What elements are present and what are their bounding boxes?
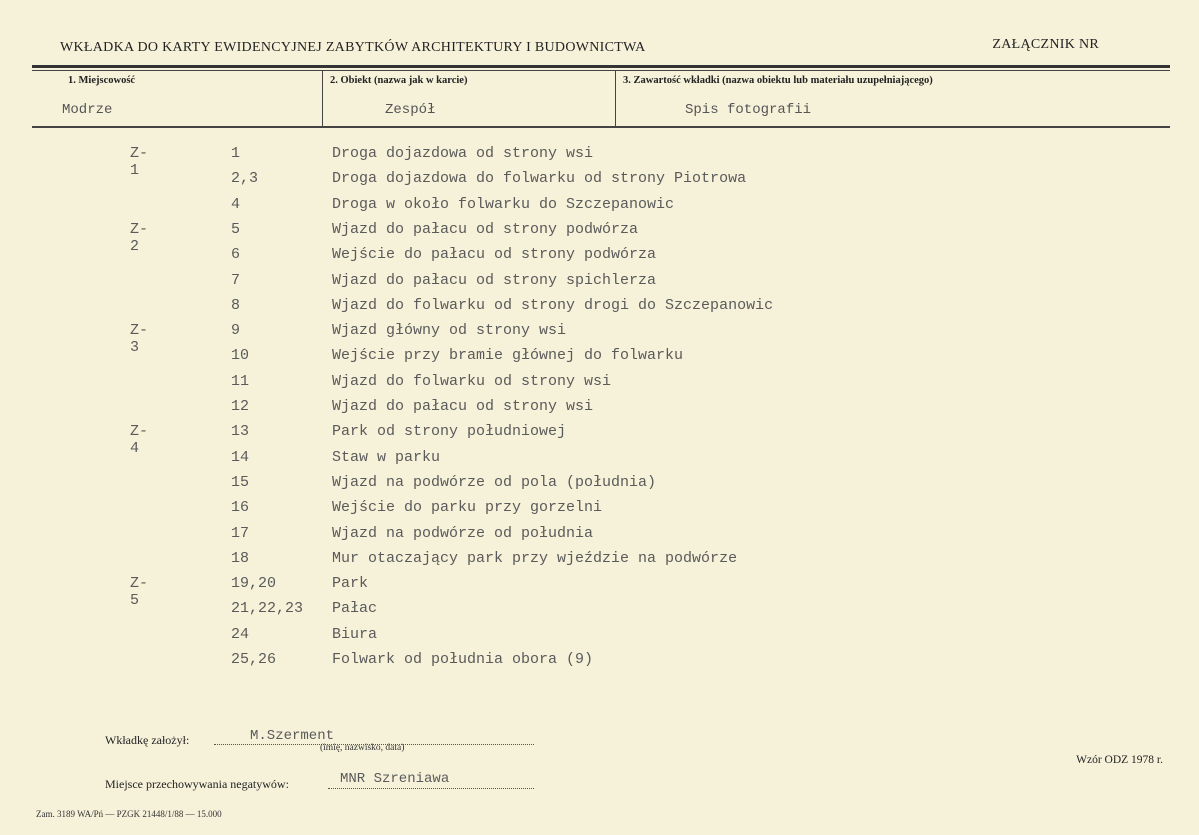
- photo-description: Droga dojazdowa do folwarku od strony Piotrowa: [332, 170, 747, 188]
- form-id: Wzór ODZ 1978 r.: [1076, 754, 1163, 766]
- photo-numbers: 21,22,23: [231, 600, 304, 618]
- annex-label: ZAŁĄCZNIK NR: [992, 37, 1099, 52]
- photo-description: Pałac: [332, 600, 378, 618]
- photo-description: Staw w parku: [332, 448, 441, 466]
- photo-description: Biura: [332, 625, 378, 643]
- header-divider-1: [322, 71, 323, 127]
- photo-description: Wjazd do pałacu od strony wsi: [332, 398, 594, 415]
- photo-numbers: 25,26: [231, 651, 277, 668]
- photo-numbers: 2,3: [231, 170, 259, 188]
- photo-numbers: 9: [231, 322, 241, 340]
- photo-description: Mur otaczający park przy wjeździe na podwórze: [332, 549, 738, 567]
- photo-description: Wejście przy bramie głównej do folwarku: [332, 347, 684, 365]
- photo-numbers: 13: [231, 423, 250, 441]
- photo-description: Wjazd do pałacu od strony podwórza: [332, 220, 639, 238]
- group-code: Z-4: [130, 423, 149, 458]
- photo-description: Droga dojazdowa od strony wsi: [332, 145, 594, 162]
- group-code: Z-3: [130, 322, 149, 357]
- photo-numbers: 12: [231, 398, 250, 415]
- photo-numbers: 17: [231, 524, 250, 542]
- photo-description: Folwark od południa obora (9): [332, 651, 594, 668]
- photo-numbers: 14: [231, 448, 250, 466]
- photo-description: Park od strony południowej: [332, 423, 567, 441]
- photo-numbers: 11: [231, 372, 250, 390]
- photo-numbers: 15: [231, 473, 250, 491]
- author-hint: (imię, nazwisko, data): [320, 743, 405, 753]
- photo-numbers: 10: [231, 347, 250, 365]
- photo-numbers: 16: [231, 499, 250, 517]
- header-rule-bottom: [32, 126, 1170, 128]
- photo-description: Park: [332, 575, 369, 593]
- negatives-value: MNR Szreniawa: [340, 771, 450, 787]
- photo-description: Wjazd na podwórze od południa: [332, 524, 594, 542]
- photo-description: Wjazd na podwórze od pola (południa): [332, 473, 657, 491]
- header-divider-2: [615, 71, 616, 127]
- photo-numbers: 18: [231, 549, 250, 567]
- photo-numbers: 1: [231, 145, 241, 162]
- photo-numbers: 5: [231, 220, 241, 238]
- header-rule-thick: [32, 65, 1170, 68]
- photo-description: Droga w około folwarku do Szczepanowic: [332, 195, 675, 213]
- photo-description: Wejście do pałacu od strony podwórza: [332, 246, 657, 264]
- photo-description: Wjazd do folwarku od strony drogi do Szczepanowic: [332, 296, 774, 314]
- photo-description: Wjazd główny od strony wsi: [332, 322, 567, 340]
- author-label: Wkładkę założył:: [105, 733, 190, 747]
- negatives-label: Miejsce przechowywania negatywów:: [105, 777, 289, 791]
- field-value-content: Spis fotografii: [685, 102, 812, 118]
- photo-description: Wjazd do pałacu od strony spichlerza: [332, 271, 657, 289]
- group-code: Z-5: [130, 575, 149, 610]
- photo-numbers: 6: [231, 246, 241, 264]
- group-code: Z-1: [130, 145, 149, 179]
- photo-numbers: 4: [231, 195, 241, 213]
- print-info: Zam. 3189 WA/Pń — PZGK 21448/1/88 — 15.000: [36, 809, 222, 819]
- photo-numbers: 19,20: [231, 575, 277, 593]
- author-value: M.Szerment: [250, 728, 335, 744]
- field-value-locality: Modrze: [62, 102, 113, 118]
- field-value-object: Zespół: [385, 102, 436, 118]
- photo-description: Wejście do parku przy gorzelni: [332, 499, 603, 517]
- photo-description: Wjazd do folwarku od strony wsi: [332, 372, 612, 390]
- header-rule-thin: [32, 70, 1170, 71]
- photo-numbers: 8: [231, 296, 241, 314]
- group-code: Z-2: [130, 220, 149, 255]
- document-title: WKŁADKA DO KARTY EWIDENCYJNEJ ZABYTKÓW ARCHITEKTURY I BUDOWNICTWA: [60, 40, 646, 55]
- photo-numbers: 7: [231, 271, 241, 289]
- photo-numbers: 24: [231, 625, 250, 643]
- negatives-dotline: [328, 788, 534, 789]
- field-label-content: 3. Zawartość wkładki (nazwa obiektu lub materiału uzupełniającego): [623, 75, 933, 86]
- field-label-object: 2. Obiekt (nazwa jak w karcie): [330, 75, 468, 86]
- field-label-locality: 1. Miejscowość: [68, 75, 136, 86]
